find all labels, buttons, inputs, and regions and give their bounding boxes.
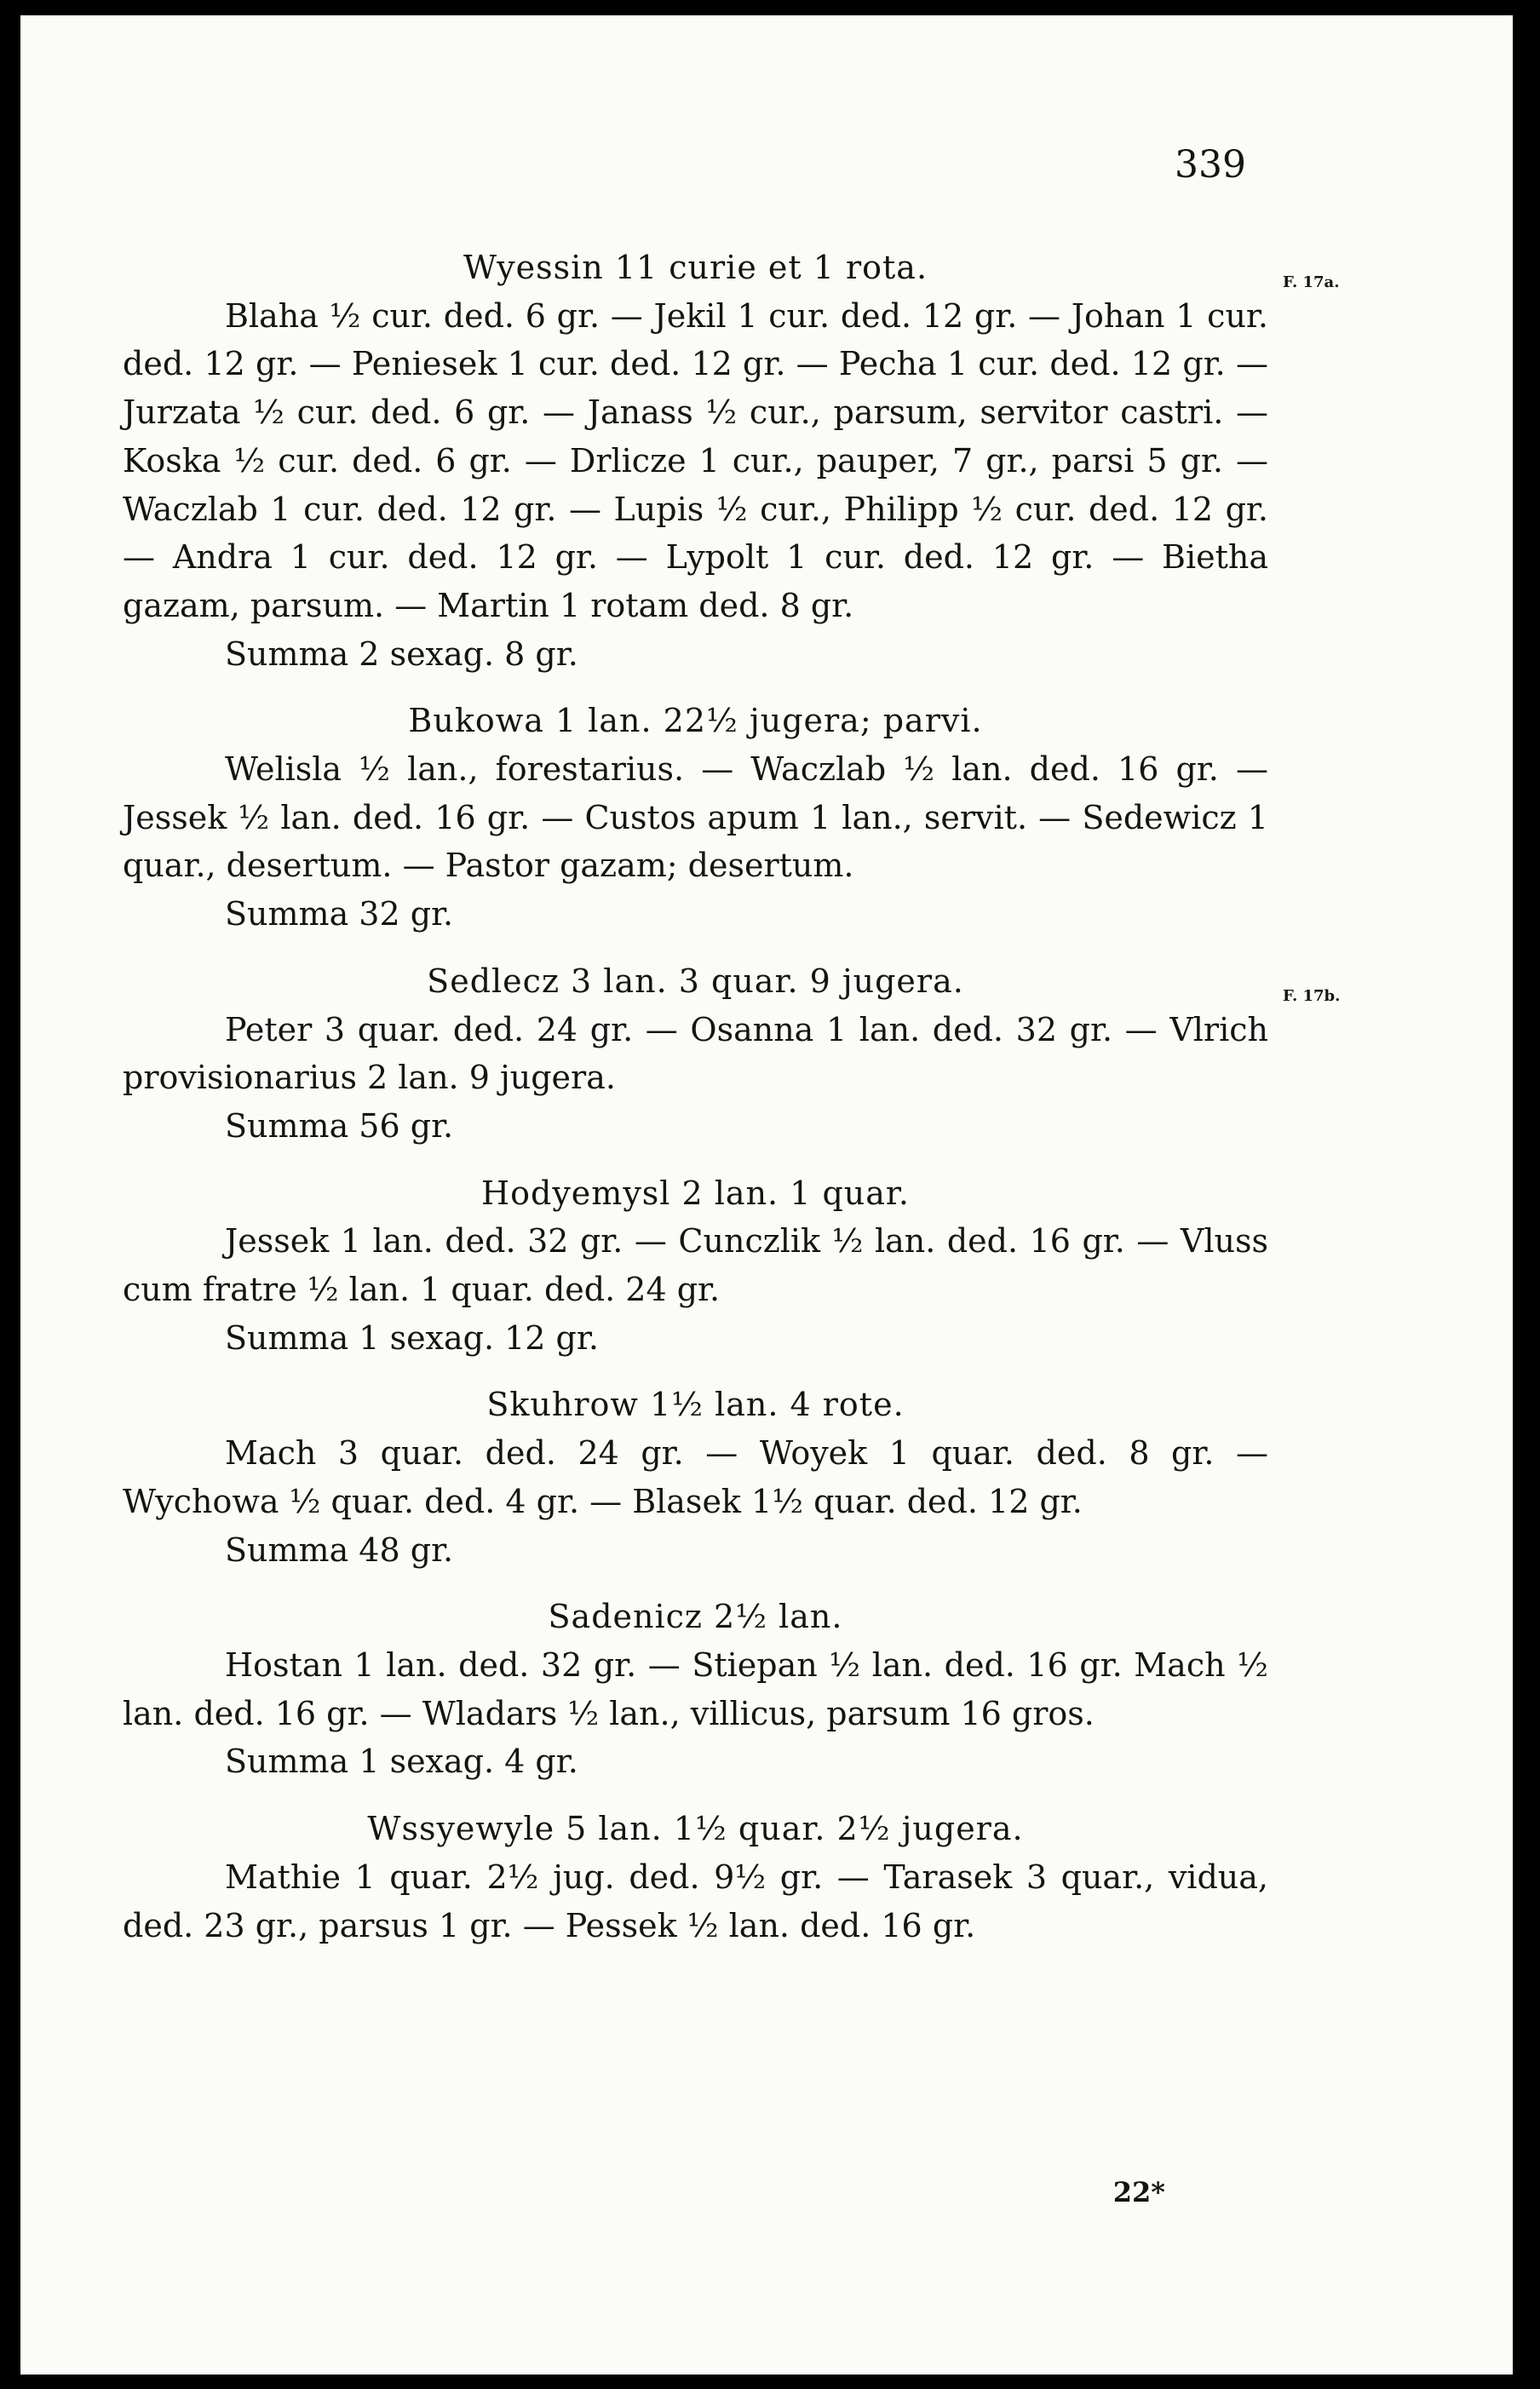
section-heading [123, 1169, 1268, 1218]
section-entry: Jessek 1 lan. ded. 32 gr. — Cunczlik ½ lan. ded. 16 gr. — Vluss cum fratre ½ lan. 1 quar. ded. 24 gr. [123, 1222, 1268, 1309]
section-summa: Summa 56 gr. [225, 1106, 454, 1145]
folio-marker: F. 17b. [1283, 986, 1341, 1005]
section-heading [123, 1805, 1268, 1853]
section-summa: Summa 2 sexag. 8 gr. [225, 635, 578, 673]
page-number: 339 [1175, 143, 1246, 187]
heading-text: Hodyemysl 2 lan. 1 quar. [480, 1174, 910, 1212]
signature-mark: 22* [1112, 2176, 1165, 2208]
section-entry: Mathie 1 quar. 2½ jug. ded. 9½ gr. — Tarasek 3 quar., vidua, ded. 23 gr., parsus 1 gr. — Pessek ½ lan. ded. 16 gr. [123, 1858, 1268, 1944]
section-summa: Summa 1 sexag. 12 gr. [225, 1318, 599, 1357]
section-entry: Blaha ½ cur. ded. 6 gr. — Jekil 1 cur. ded. 12 gr. — Johan 1 cur. ded. 12 gr. — Peniesek 1 cur. ded. 12 gr. — Pecha 1 cur. ded. 12 gr. — Jurzata ½ cur. ded. 6 gr. — Janass ½ cur., parsum, servitor castri. — Koska ½ cur. ded. 6 gr. — Drlicze 1 cur., pauper, 7 gr., parsi 5 gr. — Waczlab 1 cur. ded. 12 gr. — Lupis ½ cur., Philipp ½ cur. ded. 12 gr. — Andra 1 cur. ded. 12 gr. — Lypolt 1 cur. ded. 12 gr. — Bietha gazam, parsum. — Martin 1 rotam ded. 8 gr. [123, 296, 1268, 624]
section-heading [123, 697, 1268, 745]
section-summa: Summa 32 gr. [225, 895, 454, 933]
page-text [123, 244, 1341, 1950]
section-entry: Hostan 1 lan. ded. 32 gr. — Stiepan ½ lan. ded. 16 gr. Mach ½ lan. ded. 16 gr. — Wladars ½ lan., villicus, parsum 16 gros. [123, 1645, 1268, 1732]
section-heading [123, 1381, 1268, 1429]
heading-text: Sedlecz 3 lan. 3 quar. 9 jugera. [427, 962, 964, 1000]
section-entry: Welisla ½ lan., forestarius. — Waczlab ½ lan. ded. 16 gr. — Jessek ½ lan. ded. 16 gr. — Custos apum 1 lan., servit. — Sedewicz 1 quar., desertum. — Pastor gazam; desertum. [123, 750, 1268, 885]
heading-text: Wyessin 11 curie et 1 rota. [463, 249, 928, 286]
book-page [20, 15, 1513, 2375]
section-heading [123, 1593, 1268, 1641]
section-summa: Summa 48 gr. [225, 1530, 454, 1569]
section-heading [123, 244, 1340, 292]
section-entry: Mach 3 quar. ded. 24 gr. — Woyek 1 quar. ded. 8 gr. — Wychowa ½ quar. ded. 4 gr. — Blasek 1½ quar. ded. 12 gr. [123, 1434, 1268, 1520]
heading-text: Skuhrow 1½ lan. 4 rote. [486, 1386, 905, 1424]
section-heading [123, 957, 1341, 1006]
heading-text: Bukowa 1 lan. 22½ jugera; parvi. [408, 702, 983, 740]
section-summa: Summa 1 sexag. 4 gr. [225, 1743, 578, 1781]
section-entry: Peter 3 quar. ded. 24 gr. — Osanna 1 lan. ded. 32 gr. — Vlrich provisionarius 2 lan. 9 jugera. [123, 1010, 1268, 1097]
folio-marker: F. 17a. [1283, 273, 1340, 291]
heading-text: Sadenicz 2½ lan. [548, 1598, 843, 1636]
heading-text: Wssyewyle 5 lan. 1½ quar. 2½ jugera. [367, 1810, 1024, 1848]
